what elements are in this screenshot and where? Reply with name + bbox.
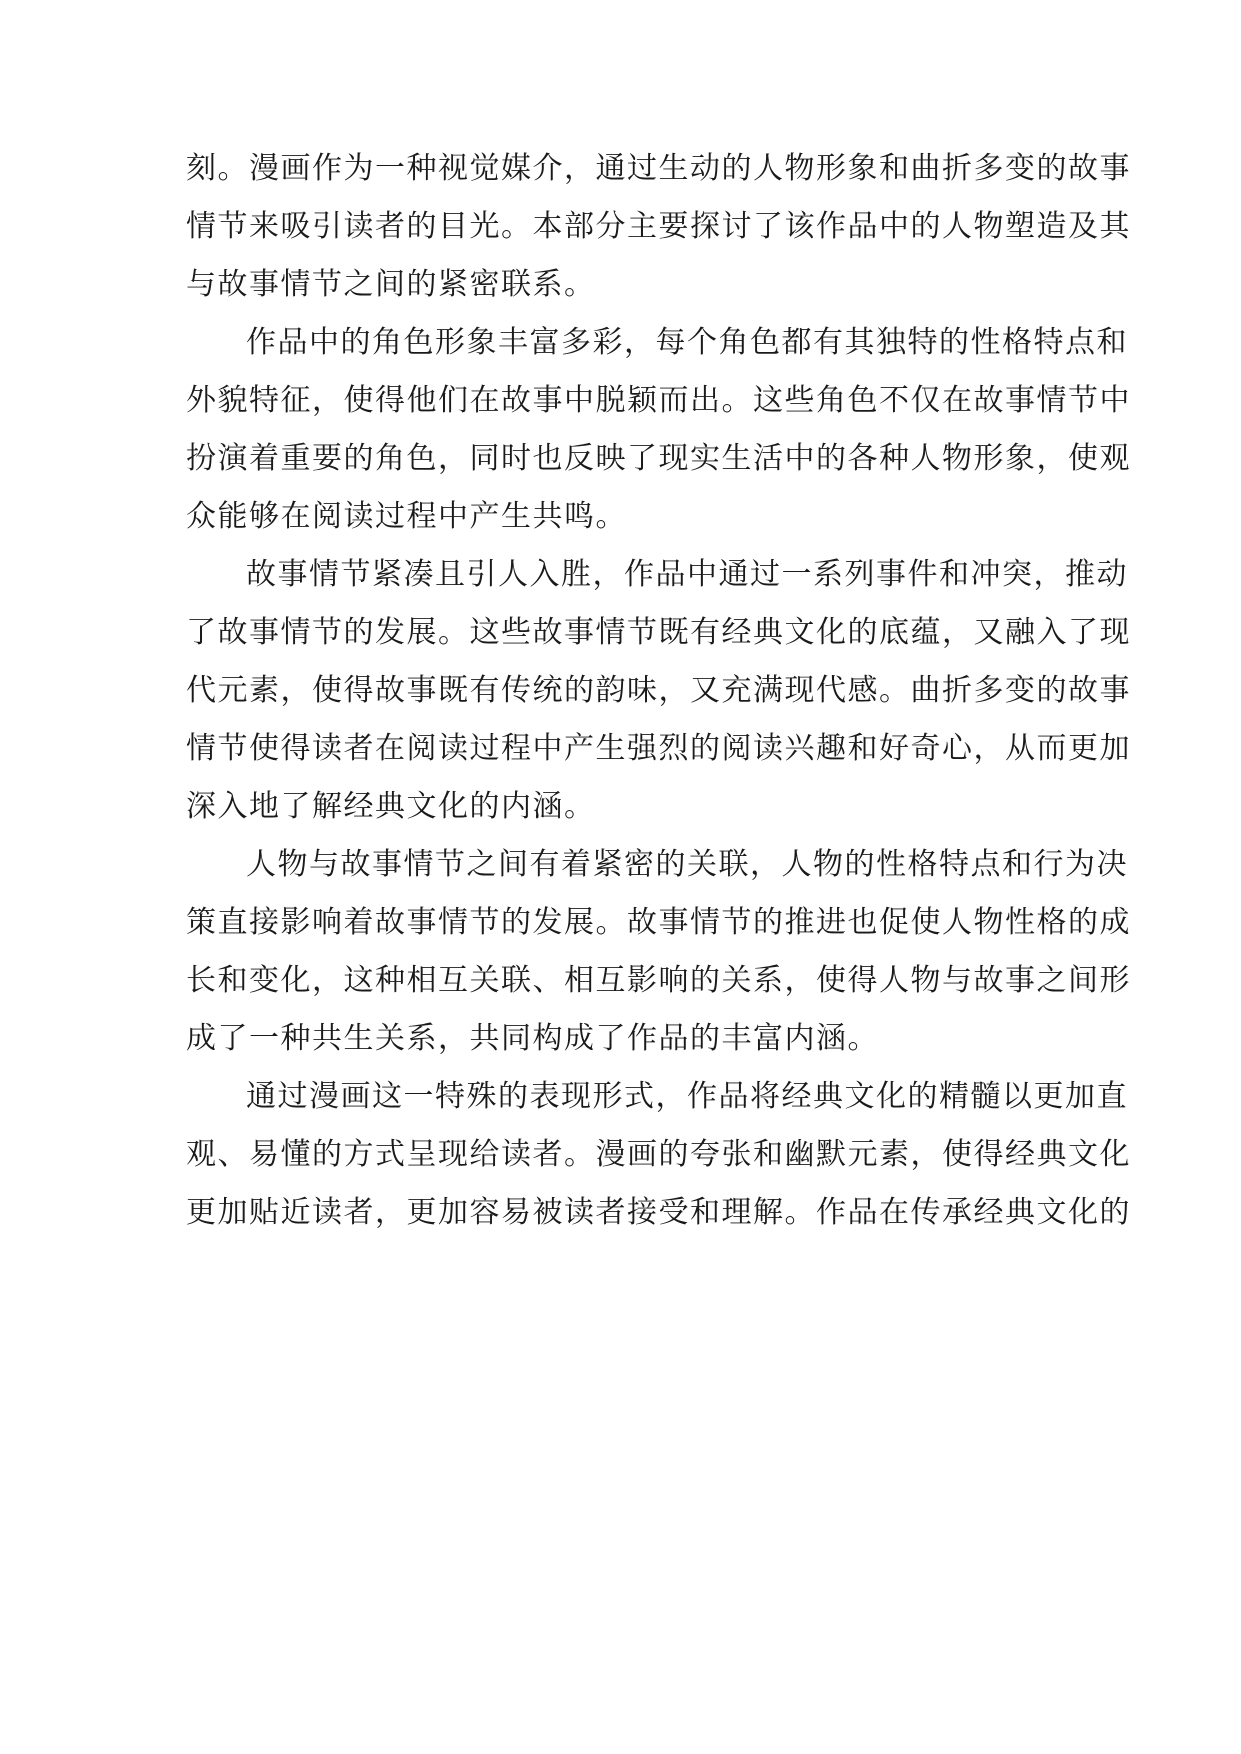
text-line: 众能够在阅读过程中产生共鸣。	[186, 499, 627, 534]
paragraph-4	[186, 836, 1131, 1068]
text-line: 故事情节紧凑且引人入胜，作品中通过一系列事件和冲突，推动	[246, 557, 1128, 592]
text-line: 作品中的角色形象丰富多彩，每个角色都有其独特的性格特点和	[246, 325, 1128, 360]
paragraph-2	[186, 314, 1131, 546]
text-line: 外貌特征，使得他们在故事中脱颖而出。这些角色不仅在故事情节中	[186, 383, 1131, 418]
document-body	[186, 140, 1131, 1242]
text-line: 情节使得读者在阅读过程中产生强烈的阅读兴趣和好奇心，从而更加	[186, 731, 1131, 766]
text-line: 情节来吸引读者的目光。本部分主要探讨了该作品中的人物塑造及其	[186, 209, 1131, 244]
text-line: 深入地了解经典文化的内涵。	[186, 789, 596, 824]
text-line: 成了一种共生关系，共同构成了作品的丰富内涵。	[186, 1021, 879, 1056]
text-line: 扮演着重要的角色，同时也反映了现实生活中的各种人物形象，使观	[186, 441, 1131, 476]
text-line: 人物与故事情节之间有着紧密的关联，人物的性格特点和行为决	[246, 847, 1128, 882]
text-line: 刻。漫画作为一种视觉媒介，通过生动的人物形象和曲折多变的故事	[186, 151, 1131, 186]
text-line: 策直接影响着故事情节的发展。故事情节的推进也促使人物性格的成	[186, 905, 1131, 940]
text-line: 观、易懂的方式呈现给读者。漫画的夸张和幽默元素，使得经典文化	[186, 1137, 1131, 1172]
text-line: 与故事情节之间的紧密联系。	[186, 267, 596, 302]
paragraph-3	[186, 546, 1131, 836]
text-line: 长和变化，这种相互关联、相互影响的关系，使得人物与故事之间形	[186, 963, 1131, 998]
text-line: 通过漫画这一特殊的表现形式，作品将经典文化的精髓以更加直	[246, 1079, 1128, 1114]
text-line: 了故事情节的发展。这些故事情节既有经典文化的底蕴，又融入了现	[186, 615, 1131, 650]
paragraph-5	[186, 1068, 1131, 1242]
text-line: 更加贴近读者，更加容易被读者接受和理解。作品在传承经典文化的	[186, 1195, 1131, 1230]
text-line: 代元素，使得故事既有传统的韵味，又充满现代感。曲折多变的故事	[186, 673, 1131, 708]
paragraph-1	[186, 140, 1131, 314]
